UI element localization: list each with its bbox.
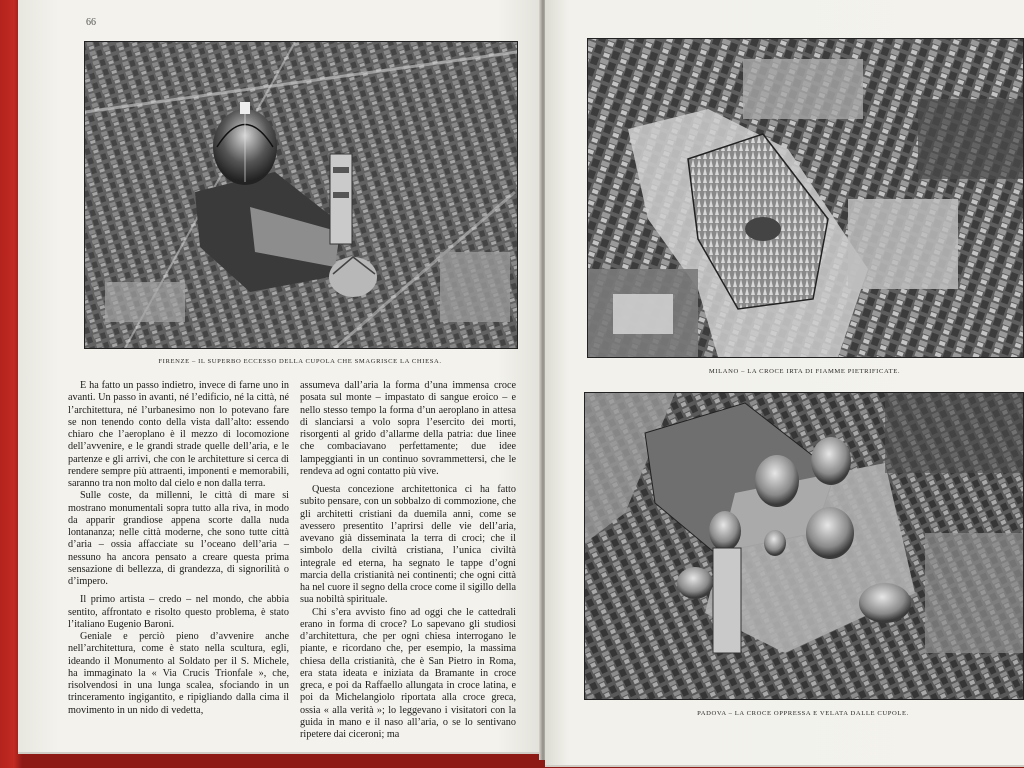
paragraph: Sulle coste, da millenni, le città di mare si mostrano monumentali sopra tutto alla riva, in modo da apparir grandiose appena scorte dalla nuda lontananza; nelle città moderne, che sono tutte città d’aria – ossia affacciate su l’oceano dell’aria – nessuno ha ancora pensato a creare questa prima sensazione di bellezza, di grandezza, di signorilità o d’impero. xyxy=(68,490,289,587)
milan-photo-caption: MILANO – LA CROCE IRTA DI FIAMME PIETRIFICATE. xyxy=(708,368,901,375)
text-column-2 xyxy=(300,380,516,741)
paragraph: Il primo artista – credo – nel mondo, che abbia sentito, affrontato e risolto questo problema, è stato l’italiano Eugenio Baroni. xyxy=(68,594,289,630)
florence-aerial-photo xyxy=(84,41,518,349)
paragraph: E ha fatto un passo indietro, invece di farne uno in avanti. Un passo in avanti, né l’edificio, né la città, né l’architettura, né l’urbanesimo non lo potevano fare se non tenendo conto della vista dall’alto: essendo chiaro che l’aeroplano è il mezzo di locomozione dell’avvenire, e le grandi strade quelle dell’aria, e le partenze e gli arrivi, che con le architetture si cerca di rendere sempre più attraenti, imponenti e memorabili, saranno tra non molto dal cielo e non dalla terra. xyxy=(68,380,289,489)
text-column-1 xyxy=(68,380,289,717)
paragraph: Questa concezione architettonica ci ha fatto subito pensare, con un sobbalzo di commozione, che gli architetti cristiani da duemila anni, come se avessero presentito l’aprirsi delle vie dell’aria, avevano già disseminata la terra di croci; che il simbolo della civiltà cristiana, l’unica civiltà integrale ed eterna, ha segnato le tappe d’ogni marcia della cristianità nei continenti; che ogni città ha nel cuore il segno della croce come il sigillo della sua nobiltà spirituale. xyxy=(300,484,516,606)
milan-cathedral-aerial-photo xyxy=(587,38,1024,358)
paragraph: Chi s’era avvisto fino ad oggi che le cattedrali erano in forma di croce? Lo sapevano gli studiosi d’architettura, che per ogni chiesa interrogano le piante, e ricordano che, per esempio, la massima chiesa della cristianità, che è San Pietro in Roma, era stata ideata e iniziata da Bramante in croce greca, e poi da Raffaello allungata in croce latina, e poi da Michelangiolo riportata alla croce greca, ossia « alla verità »; lo leggevano i visitatori con la guida in mano e il naso all’aria, o se lo sentivano ripetere dai ciceroni; ma xyxy=(300,606,516,740)
padua-basilica-aerial-photo xyxy=(584,392,1024,700)
page-number: 66 xyxy=(86,17,96,28)
florence-photo-caption: FIRENZE – IL SUPERBO ECCESSO DELLA CUPOLA CHE SMAGRISCE LA CHIESA. xyxy=(158,358,442,365)
paragraph: Geniale e perciò pieno d’avvenire anche nell’architettura, come è stato nella scultura, egli, ideando il Monumento al Soldato per il S. Michele, ha immaginato la « Via Crucis Trionfale », che, risolvendosi in una lunga scalea, sfociando in un trinceramento ingigantito, e ripigliando dalla cima il movimento in un nido di vedetta, xyxy=(68,631,289,716)
florence-photo-icon xyxy=(85,42,517,348)
padua-photo-icon xyxy=(585,393,1023,699)
paragraph: assumeva dall’aria la forma d’una immensa croce posata sul monte – impastato di sangue eroico – e nello stesso tempo la forma d’un aeroplano in attesa di slanciarsi a volo sopra l’esercito dei morti, risorgenti al grido d’allarme della patria: due linee che combaciavano perfettamente; due idee lampeggianti in un continuo sovrammettersi, che le rendeva ad ogni contatto più vive. xyxy=(300,380,516,477)
milan-photo-icon xyxy=(588,39,1023,357)
padua-photo-caption: PADOVA – LA CROCE OPPRESSA E VELATA DALLE CUPOLE. xyxy=(697,710,909,717)
